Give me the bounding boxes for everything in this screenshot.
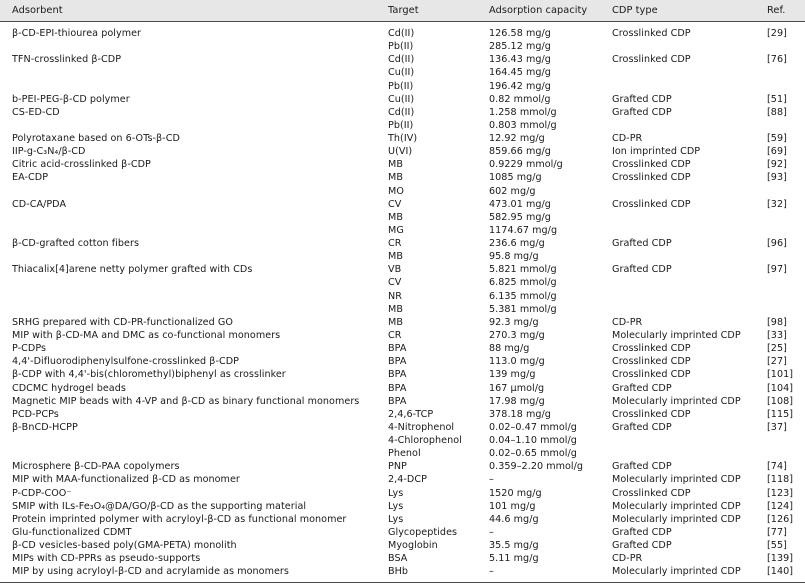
cell-target: Pb(II) xyxy=(388,119,414,131)
cell-adsorbent: CS-ED-CD xyxy=(12,106,60,118)
cell-capacity: 5.381 mmol/g xyxy=(489,303,557,315)
cell-adsorbent: β-CDP with 4,4'-bis(chloromethyl)biphenyl as crosslinker xyxy=(12,369,286,381)
cell-adsorbent: MIPs with CD-PPRs as pseudo-supports xyxy=(12,553,201,565)
cell-cdp-type: Grafted CDP xyxy=(612,106,672,118)
cell-capacity: 113.0 mg/g xyxy=(489,356,545,368)
cell-capacity: 236.6 mg/g xyxy=(489,238,545,250)
cell-target: BPA xyxy=(388,369,407,381)
cell-capacity: 167 μmol/g xyxy=(489,382,545,394)
cell-adsorbent: P-CDPs xyxy=(12,343,47,355)
cell-capacity: – xyxy=(489,566,494,578)
cell-target: 4-Chlorophenol xyxy=(388,435,462,447)
cell-target: BPA xyxy=(388,343,407,355)
cell-adsorbent: β-BnCD-HCPP xyxy=(12,421,78,433)
cell-ref: [51] xyxy=(767,93,787,105)
cell-adsorbent: SRHG prepared with CD-PR-functionalized GO xyxy=(12,316,233,328)
cell-cdp-type: Molecularly imprinted CDP xyxy=(612,329,741,341)
cell-capacity: 378.18 mg/g xyxy=(489,408,551,420)
cell-cdp-type: Grafted CDP xyxy=(612,526,672,538)
cell-target: Cd(II) xyxy=(388,54,415,66)
cell-target: Pb(II) xyxy=(388,80,414,92)
cell-cdp-type: Grafted CDP xyxy=(612,238,672,250)
cell-ref: [123] xyxy=(767,487,794,499)
cell-adsorbent: Magnetic MIP beads with 4-VP and β-CD as binary functional monomers xyxy=(12,395,360,407)
cell-adsorbent: MIP with MAA-functionalized β-CD as monomer xyxy=(12,474,240,486)
cell-cdp-type: CD-PR xyxy=(612,316,643,328)
cell-adsorbent: MIP by using acryloyl-β-CD and acrylamide as monomers xyxy=(12,566,289,578)
cell-ref: [139] xyxy=(767,553,794,565)
cell-ref: [92] xyxy=(767,159,787,171)
cell-capacity: 473.01 mg/g xyxy=(489,198,551,210)
cell-capacity: 6.825 mmol/g xyxy=(489,277,557,289)
cell-target: Pb(II) xyxy=(388,41,414,53)
cell-cdp-type: Molecularly imprinted CDP xyxy=(612,500,741,512)
cell-target: Th(IV) xyxy=(388,133,418,145)
cell-adsorbent: β-CD vesicles-based poly(GMA-PETA) monolith xyxy=(12,540,237,552)
cell-adsorbent: Microsphere β-CD-PAA copolymers xyxy=(12,461,180,473)
cell-cdp-type: Crosslinked CDP xyxy=(612,198,691,210)
cell-adsorbent: β-CD-grafted cotton fibers xyxy=(12,238,140,250)
cell-capacity: 859.66 mg/g xyxy=(489,146,551,158)
cell-target: BSA xyxy=(388,553,408,565)
cell-ref: [76] xyxy=(767,54,787,66)
cell-cdp-type: Crosslinked CDP xyxy=(612,159,691,171)
cell-adsorbent: SMIP with ILs-Fe₃O₄@DA/GO/β-CD as the supporting material xyxy=(12,500,307,512)
cell-ref: [27] xyxy=(767,356,787,368)
cell-cdp-type: Grafted CDP xyxy=(612,421,672,433)
cell-adsorbent: MIP with β-CD-MA and DMC as co-functional monomers xyxy=(12,329,281,341)
cell-ref: [32] xyxy=(767,198,787,210)
cell-cdp-type: Grafted CDP xyxy=(612,461,672,473)
cell-cdp-type: Grafted CDP xyxy=(612,93,672,105)
cell-capacity: 5.11 mg/g xyxy=(489,553,539,565)
cell-ref: [25] xyxy=(767,343,787,355)
cell-cdp-type: Crosslinked CDP xyxy=(612,172,691,184)
cell-ref: [74] xyxy=(767,461,787,473)
cell-capacity: 101 mg/g xyxy=(489,500,536,512)
header-target: Target xyxy=(388,5,419,16)
cell-ref: [77] xyxy=(767,526,787,538)
cell-adsorbent: TFN-crosslinked β-CDP xyxy=(12,54,122,66)
cell-cdp-type: Crosslinked CDP xyxy=(612,487,691,499)
cell-capacity: 0.04–1.10 mmol/g xyxy=(489,435,577,447)
cell-ref: [98] xyxy=(767,316,787,328)
cell-adsorbent: CDCMC hydrogel beads xyxy=(12,382,126,394)
cell-ref: [108] xyxy=(767,395,794,407)
cell-capacity: 0.82 mmol/g xyxy=(489,93,551,105)
cell-ref: [93] xyxy=(767,172,787,184)
cell-ref: [59] xyxy=(767,133,787,145)
cell-target: PNP xyxy=(388,461,407,473)
cell-adsorbent: b-PEI-PEG-β-CD polymer xyxy=(12,93,130,105)
cell-capacity: 92.3 mg/g xyxy=(489,316,539,328)
cell-capacity: 1.258 mmol/g xyxy=(489,106,557,118)
cell-ref: [88] xyxy=(767,106,787,118)
cell-target: VB xyxy=(388,264,402,276)
cell-capacity: 582.95 mg/g xyxy=(489,211,551,223)
cell-target: Lys xyxy=(388,500,404,512)
cell-target: CR xyxy=(388,329,402,341)
cell-target: Glycopeptides xyxy=(388,526,458,538)
cell-capacity: 5.821 mmol/g xyxy=(489,264,557,276)
cell-capacity: 44.6 mg/g xyxy=(489,513,539,525)
cell-target: Cu(II) xyxy=(388,93,415,105)
cell-capacity: 136.43 mg/g xyxy=(489,54,551,66)
cell-ref: [124] xyxy=(767,500,794,512)
cell-target: Cu(II) xyxy=(388,67,415,79)
cell-capacity: 1174.67 mg/g xyxy=(489,224,558,236)
cell-target: MB xyxy=(388,159,403,171)
cell-target: Cd(II) xyxy=(388,106,415,118)
cell-capacity: 126.58 mg/g xyxy=(489,28,551,39)
cell-capacity: 1085 mg/g xyxy=(489,172,542,184)
cell-adsorbent: β-CD-EPI-thiourea polymer xyxy=(12,28,142,39)
header-ref: Ref. xyxy=(767,5,786,16)
cell-adsorbent: Protein imprinted polymer with acryloyl-β-CD as functional monomer xyxy=(12,513,347,525)
cell-target: MO xyxy=(388,185,404,197)
cell-capacity: 602 mg/g xyxy=(489,185,536,197)
cell-cdp-type: Molecularly imprinted CDP xyxy=(612,395,741,407)
cell-cdp-type: Crosslinked CDP xyxy=(612,408,691,420)
cell-adsorbent: IIP-g-C₃N₄/β-CD xyxy=(12,146,86,158)
cell-target: Phenol xyxy=(388,448,421,460)
cell-adsorbent: EA-CDP xyxy=(12,172,49,184)
cell-ref: [97] xyxy=(767,264,787,276)
cell-target: BPA xyxy=(388,356,407,368)
cell-capacity: 0.359–2.20 mmol/g xyxy=(489,461,584,473)
cell-ref: [104] xyxy=(767,382,794,394)
header-rule xyxy=(0,21,805,22)
cell-cdp-type: Crosslinked CDP xyxy=(612,54,691,66)
cell-ref: [96] xyxy=(767,238,787,250)
cell-target: MB xyxy=(388,303,403,315)
cell-adsorbent: P-CDP-COO⁻ xyxy=(12,487,72,499)
cell-target: MB xyxy=(388,251,403,263)
cell-adsorbent: Polyrotaxane based on 6-OTs-β-CD xyxy=(12,133,180,145)
cell-capacity: 0.803 mmol/g xyxy=(489,119,557,131)
bottom-rule xyxy=(0,582,805,583)
header-adsorbent: Adsorbent xyxy=(12,5,63,16)
cell-ref: [140] xyxy=(767,566,794,578)
cell-capacity: 285.12 mg/g xyxy=(489,41,551,53)
cell-capacity: 1520 mg/g xyxy=(489,487,542,499)
cell-target: MG xyxy=(388,224,404,236)
cell-adsorbent: CD-CA/PDA xyxy=(12,198,67,210)
cell-capacity: 196.42 mg/g xyxy=(489,80,551,92)
cell-capacity: 6.135 mmol/g xyxy=(489,290,557,302)
cell-target: 2,4-DCP xyxy=(388,474,427,486)
cell-target: NR xyxy=(388,290,402,302)
cell-ref: [115] xyxy=(767,408,794,420)
cell-capacity: 0.02–0.47 mmol/g xyxy=(489,421,577,433)
cell-target: BHb xyxy=(388,566,409,578)
cell-target: Myoglobin xyxy=(388,540,438,552)
cell-target: CR xyxy=(388,238,402,250)
cell-capacity: 95.8 mg/g xyxy=(489,251,539,263)
cell-capacity: 35.5 mg/g xyxy=(489,540,539,552)
cell-target: Cd(II) xyxy=(388,28,415,39)
cell-cdp-type: Molecularly imprinted CDP xyxy=(612,566,741,578)
cell-cdp-type: Molecularly imprinted CDP xyxy=(612,474,741,486)
cell-capacity: 270.3 mg/g xyxy=(489,329,545,341)
cell-ref: [29] xyxy=(767,28,787,39)
cell-target: CV xyxy=(388,277,402,289)
cell-capacity: 164.45 mg/g xyxy=(489,67,551,79)
cell-target: Lys xyxy=(388,487,404,499)
cell-adsorbent: Glu-functionalized CDMT xyxy=(12,526,132,538)
cell-target: 4-Nitrophenol xyxy=(388,421,455,433)
cell-cdp-type: Crosslinked CDP xyxy=(612,28,691,39)
cell-capacity: – xyxy=(489,474,494,486)
cell-capacity: – xyxy=(489,526,494,538)
cell-target: MB xyxy=(388,211,403,223)
header-capacity: Adsorption capacity xyxy=(489,5,588,16)
cell-cdp-type: CD-PR xyxy=(612,553,643,565)
cell-ref: [101] xyxy=(767,369,794,381)
cell-target: BPA xyxy=(388,382,407,394)
cell-ref: [37] xyxy=(767,421,787,433)
cell-target: MB xyxy=(388,172,403,184)
cell-target: BPA xyxy=(388,395,407,407)
cell-adsorbent: Citric acid-crosslinked β-CDP xyxy=(12,159,151,171)
cell-cdp-type: Molecularly imprinted CDP xyxy=(612,513,741,525)
cell-capacity: 0.02–0.65 mmol/g xyxy=(489,448,577,460)
cell-ref: [118] xyxy=(767,474,794,486)
cell-target: U(VI) xyxy=(388,146,413,158)
cell-capacity: 0.9229 mmol/g xyxy=(489,159,563,171)
cell-cdp-type: Crosslinked CDP xyxy=(612,343,691,355)
cell-ref: [69] xyxy=(767,146,787,158)
header-cdp-type: CDP type xyxy=(612,5,658,16)
cell-cdp-type: CD-PR xyxy=(612,133,643,145)
cell-adsorbent: PCD-PCPs xyxy=(12,408,59,420)
cell-ref: [33] xyxy=(767,329,787,341)
cell-cdp-type: Ion imprinted CDP xyxy=(612,146,701,158)
cell-capacity: 12.92 mg/g xyxy=(489,133,545,145)
cell-cdp-type: Grafted CDP xyxy=(612,382,672,394)
cell-cdp-type: Grafted CDP xyxy=(612,264,672,276)
cell-target: Lys xyxy=(388,513,404,525)
cell-adsorbent: Thiacalix[4]arene netty polymer grafted with CDs xyxy=(12,264,253,276)
cell-adsorbent: 4,4'-Difluorodiphenylsulfone-crosslinked β-CDP xyxy=(12,356,239,368)
cell-target: MB xyxy=(388,316,403,328)
cell-target: 2,4,6-TCP xyxy=(388,408,434,420)
cell-ref: [126] xyxy=(767,513,794,525)
cell-target: CV xyxy=(388,198,402,210)
cell-capacity: 17.98 mg/g xyxy=(489,395,545,407)
cell-ref: [55] xyxy=(767,540,787,552)
cell-cdp-type: Grafted CDP xyxy=(612,540,672,552)
cell-cdp-type: Crosslinked CDP xyxy=(612,369,691,381)
cell-cdp-type: Crosslinked CDP xyxy=(612,356,691,368)
cell-capacity: 88 mg/g xyxy=(489,343,530,355)
cell-capacity: 139 mg/g xyxy=(489,369,536,381)
